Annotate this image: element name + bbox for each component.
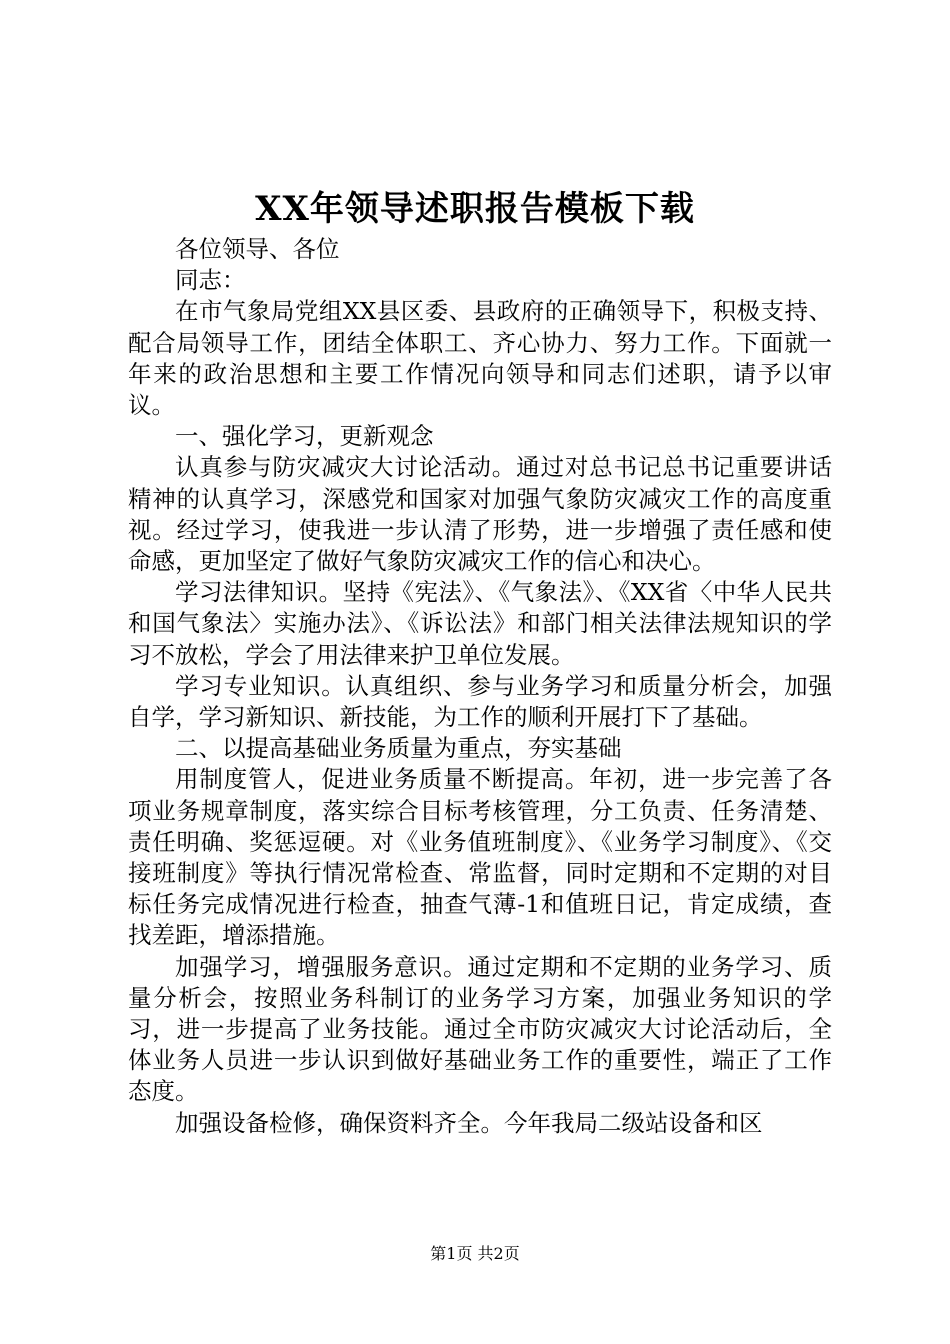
paragraph: 学习法律知识。坚持《宪法》、《气象法》、《XX省〈中华人民共和国气象法〉实施办法》、《诉讼法》和部门相关法律法规知识的学习不放松，学会了用法律来护卫单位发展。 [128,578,832,669]
paragraph-salutation-2: 同志： [175,266,246,295]
paragraph-salutation-1: 各位领导、各位 [175,235,340,263]
document-title: XX年领导述职报告模板下载 [255,189,695,229]
section-heading-1: 一、强化学习，更新观念 [175,422,434,451]
paragraph: 加强学习，增强服务意识。通过定期和不定期的业务学习、质量分析会，按照业务科制订的业务学习方案，加强业务知识的学习，进一步提高了业务技能。通过全市防灾减灾大讨论活动后，全体业务人员进一步认识到做好基础业务工作的重要性，端正了工作态度。 [128,952,832,1106]
paragraph: 学习专业知识。认真组织、参与业务学习和质量分析会，加强自学，学习新知识、新技能，为工作的顺利开展打下了基础。 [128,671,832,732]
section-heading-2: 二、以提高基础业务质量为重点，夯实基础 [175,734,622,763]
paragraph-intro: 在市气象局党组XX县区委、县政府的正确领导下，积极支持、配合局领导工作，团结全体职工、齐心协力、努力工作。下面就一年来的政治思想和主要工作情况向领导和同志们述职，请予以审议。 [128,297,832,420]
paragraph: 认真参与防灾减灾大讨论活动。通过对总书记总书记重要讲话精神的认真学习，深感党和国家对加强气象防灾减灾工作的高度重视。经过学习，使我进一步认清了形势，进一步增强了责任感和使命感，更加坚定了做好气象防灾减灾工作的信心和决心。 [128,453,832,576]
paragraph: 加强设备检修，确保资料齐全。今年我局二级站设备和区 [175,1108,763,1137]
document-body [128,234,832,1139]
paragraph: 用制度管人，促进业务质量不断提高。年初，进一步完善了各项业务规章制度，落实综合目标考核管理，分工负责、任务清楚、责任明确、奖惩逗硬。对《业务值班制度》、《业务学习制度》、《交接班制度》等执行情况常检查、常监督，同时定期和不定期的对目标任务完成情况进行检查，抽查气薄-1和值班日记，肯定成绩，查找差距，增添措施。 [128,765,832,950]
page-footer: 第1页 共2页 [430,1244,520,1263]
